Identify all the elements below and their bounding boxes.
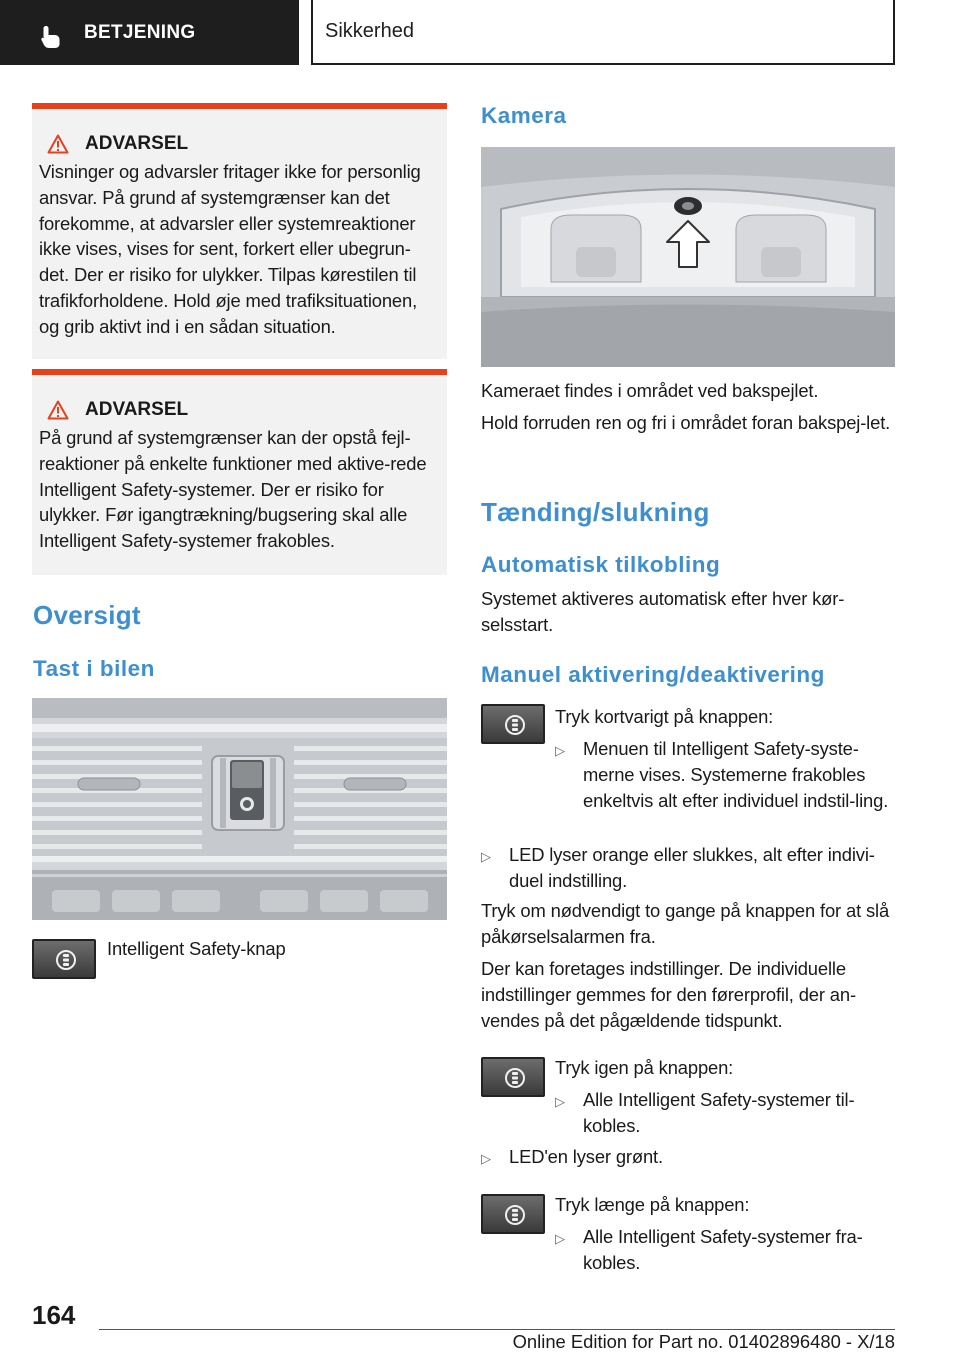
footer-edition: Online Edition for Part no. 01402896480 - X/18 xyxy=(512,1331,895,1352)
safety-button-image xyxy=(481,704,545,744)
bullet-triangle-icon: ▷ xyxy=(555,1094,565,1109)
step-2: Tryk igen på knappen: xyxy=(555,1057,734,1078)
heading-kamera: Kamera xyxy=(481,103,567,128)
heading-tast-i-bilen: Tast i bilen xyxy=(33,656,155,681)
safety-button-image xyxy=(32,939,96,979)
step-1-bullet: ▷ Menuen til Intelligent Safety-syste-merne vises. Systemerne frakobles enkeltvis alt efter individuel indstil-ling. xyxy=(555,738,889,811)
safety-button-icon xyxy=(504,714,526,736)
warning-box-1 xyxy=(32,103,447,359)
auto-text: Systemet aktiveres automatisk efter hver kør-selsstart. xyxy=(481,588,845,635)
warning-text: På grund af systemgrænser kan der opstå fejl-reaktioner på enkelte funktioner med aktive-rede Intelligent Safety-systemer. Der er risiko for ulykker. Før igangtrækning/bugsering skal alle Intelligent Safety-systemer frakobles. xyxy=(39,427,427,552)
led-bullet-2: ▷ LED'en lyser grønt. xyxy=(481,1144,895,1170)
safety-button-image xyxy=(481,1194,545,1234)
heading-taending-slukning: Tænding/slukning xyxy=(481,497,710,527)
warning-title: ADVARSEL xyxy=(47,133,439,155)
led-bullet-1: ▷ LED lyser orange eller slukkes, alt efter indivi-duel indstilling. xyxy=(481,844,875,891)
warning-box-2 xyxy=(32,369,447,575)
bullet-triangle-icon: ▷ xyxy=(555,1231,565,1246)
safety-button-icon xyxy=(504,1204,526,1226)
bullet-triangle-icon: ▷ xyxy=(555,743,565,758)
kamera-text-1: Kameraet findes i området ved bakspejlet. xyxy=(481,380,819,401)
heading-manuel: Manuel aktivering/deaktivering xyxy=(481,662,825,687)
footer-rule xyxy=(99,1329,895,1330)
text-twice: Tryk om nødvendigt to gange på knappen for at slå påkørselsalarmen fra. xyxy=(481,900,890,947)
warning-triangle-icon xyxy=(47,400,69,420)
text-settings: Der kan foretages indstillinger. De individuelle indstillinger gemmes for den førerprofil, der an-vendes på det pågældende tidspunkt. xyxy=(481,958,856,1031)
step-1: Tryk kortvarigt på knappen: xyxy=(555,706,774,727)
kamera-text-2: Hold forruden ren og fri i området foran bakspej-let. xyxy=(481,412,891,433)
step-2-bullet: ▷ Alle Intelligent Safety-systemer til-kobles. xyxy=(555,1089,855,1136)
warning-title: ADVARSEL xyxy=(47,399,439,421)
page-number: 164 xyxy=(32,1300,76,1330)
step-3-bullet: ▷ Alle Intelligent Safety-systemer fra-kobles. xyxy=(555,1226,863,1273)
camera-location-photo xyxy=(481,147,895,367)
section-label: BETJENING xyxy=(84,21,196,43)
section-tab xyxy=(0,0,299,65)
heading-automatisk-tilkobling: Automatisk tilkobling xyxy=(481,552,721,577)
safety-button-image xyxy=(481,1057,545,1097)
safety-button-icon xyxy=(504,1067,526,1089)
bullet-triangle-icon: ▷ xyxy=(481,1151,491,1166)
dashboard-photo xyxy=(32,698,447,920)
chapter-box xyxy=(311,0,895,65)
hand-pointer-icon xyxy=(40,25,62,49)
bullet-triangle-icon: ▷ xyxy=(481,849,491,864)
warning-triangle-icon xyxy=(47,134,69,154)
heading-oversigt: Oversigt xyxy=(33,600,141,630)
safety-button-icon xyxy=(55,949,77,971)
warning-text: Visninger og advarsler fritager ikke for personlig ansvar. På grund af systemgrænser kan det forekomme, at advarsler eller systemreaktioner ikke vises, vises for sent, forkert eller ubegrun-det. Der er risiko for ulykker. Tilpas kørestilen til trafikforholdene. Hold øje med trafiksituationen, og grib aktivt ind i en sådan situation. xyxy=(39,161,421,337)
button-caption: Intelligent Safety-knap xyxy=(107,938,286,959)
step-3: Tryk længe på knappen: xyxy=(555,1194,750,1215)
chapter-label: Sikkerhed xyxy=(325,20,414,42)
